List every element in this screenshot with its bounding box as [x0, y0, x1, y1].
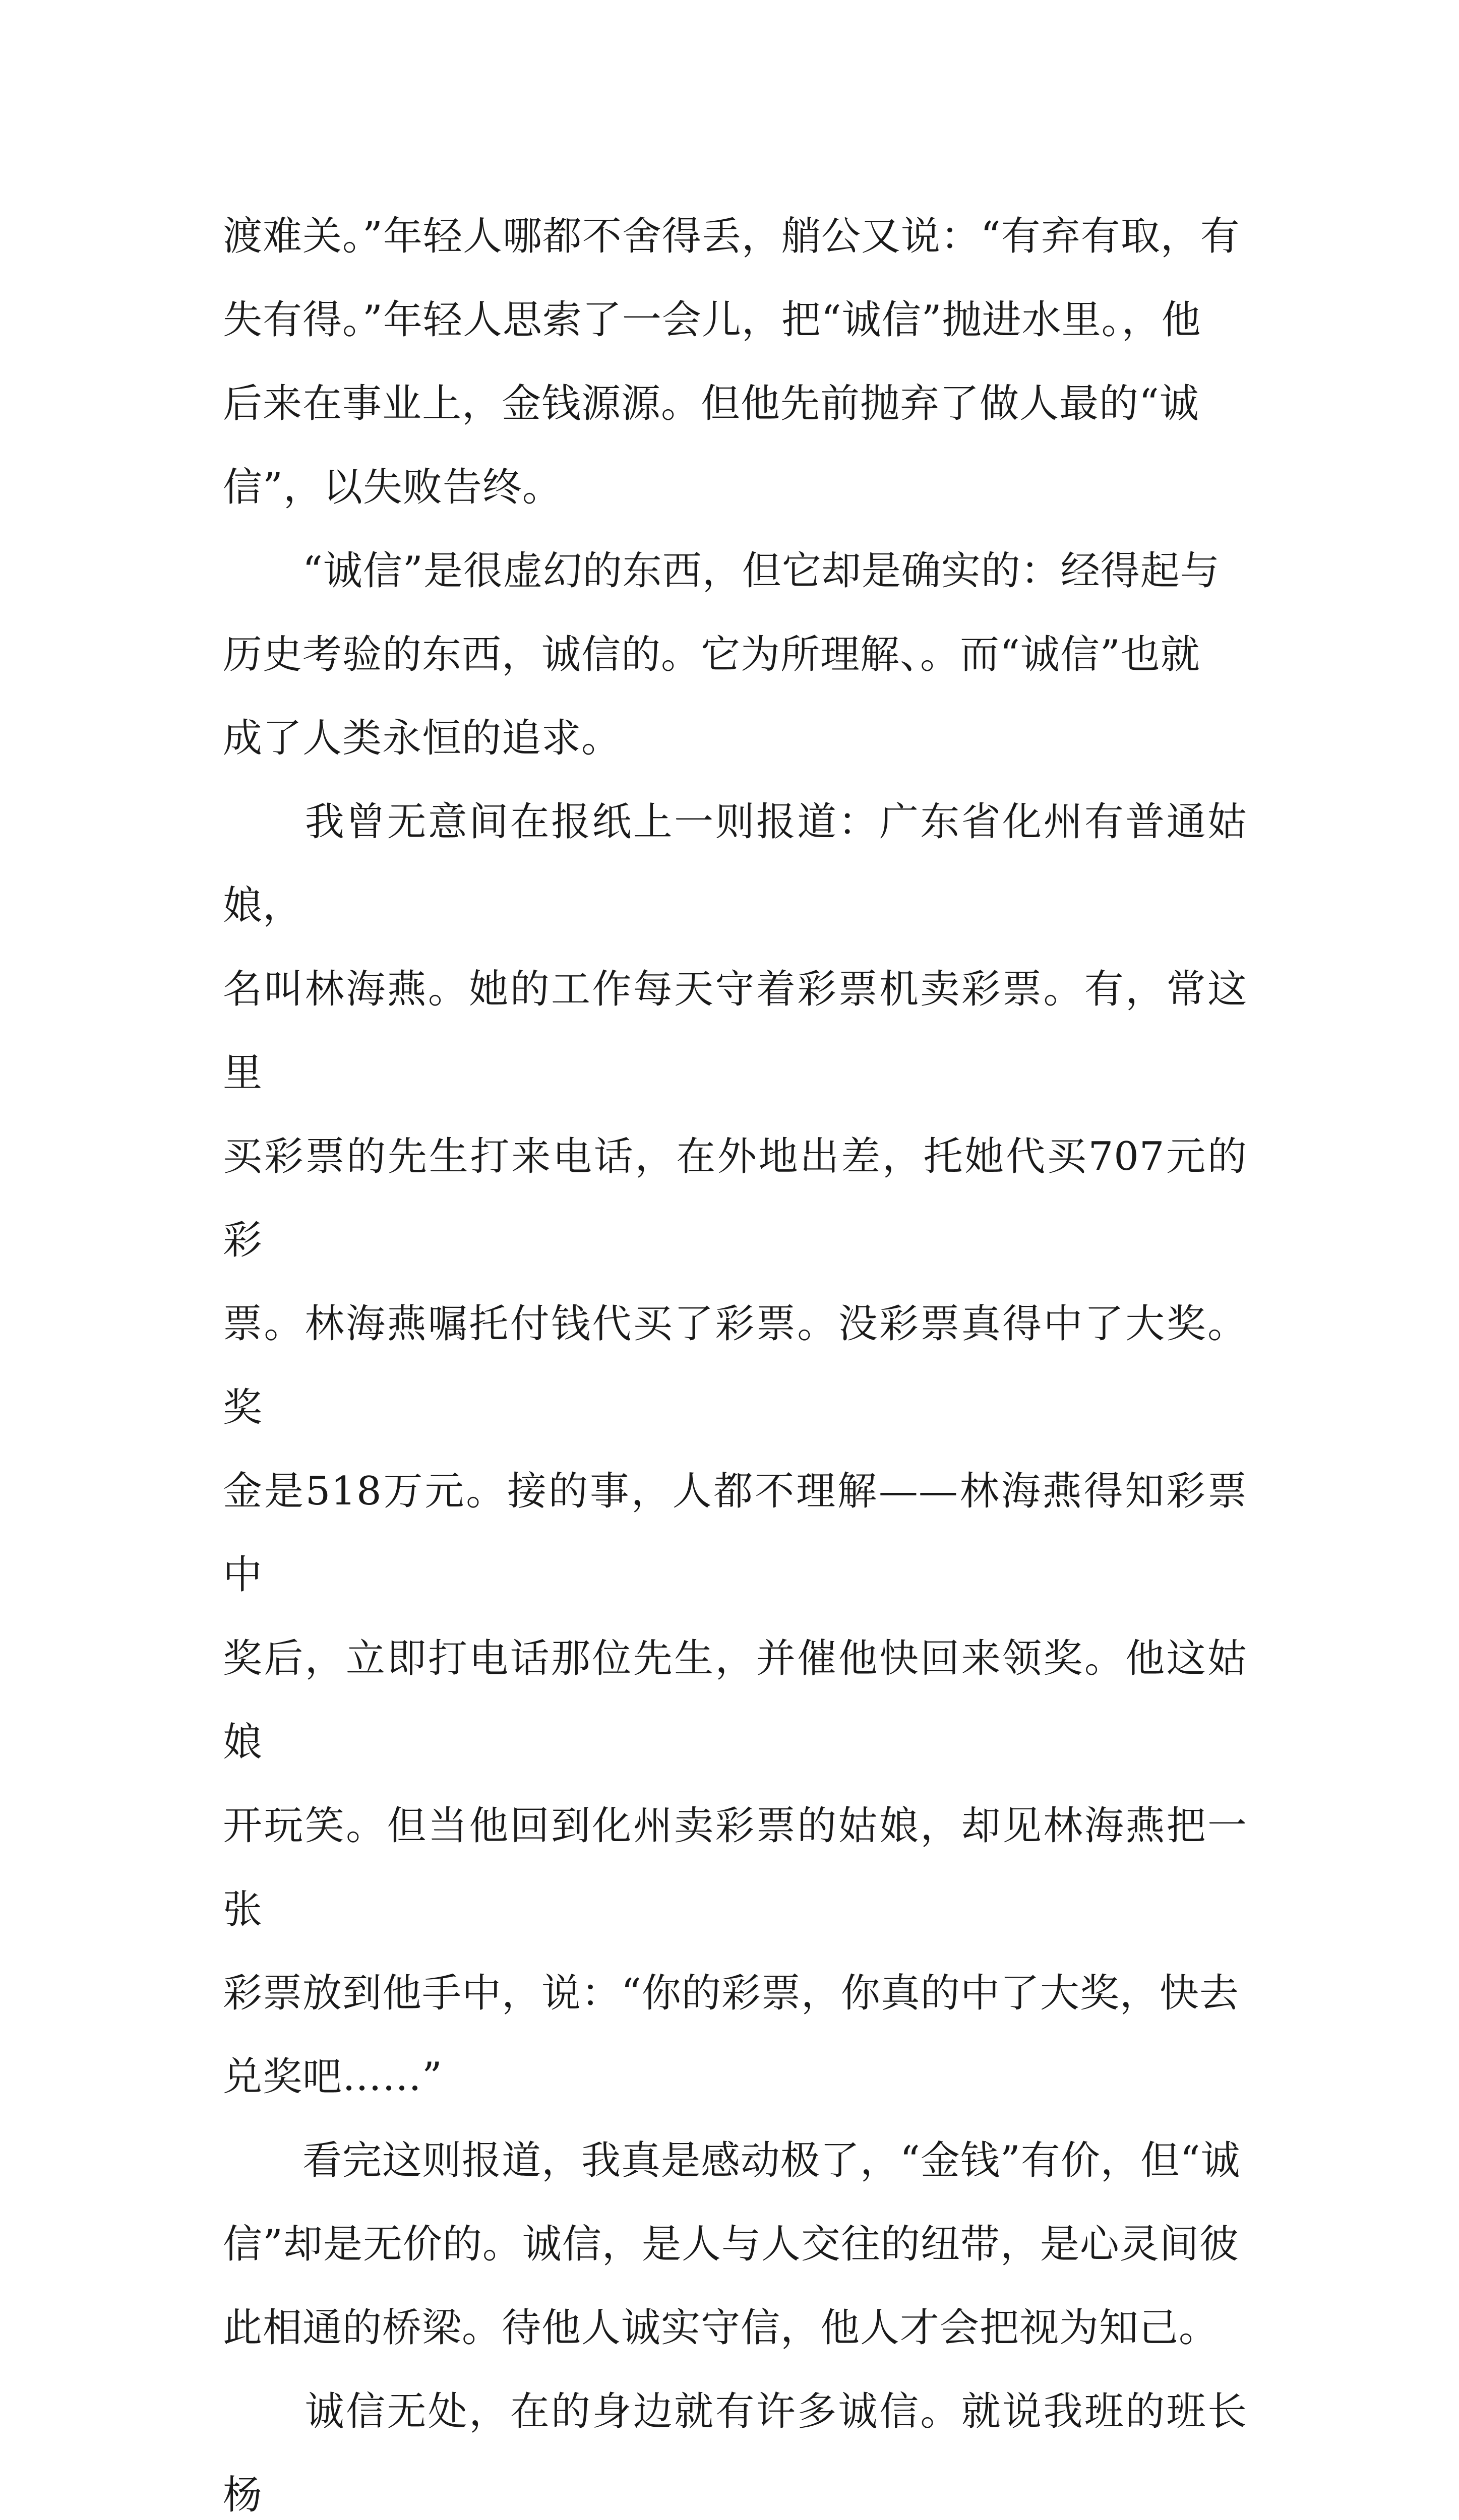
paragraph-3: 我曾无意间在报纸上一则报道：广东省化州有普通姑娘， 名叫林海燕。她的工作每天守着彩票机卖彩票。有，常这里 买彩票的先生打来电话，在外地出差，托她代买707元的彩 票。林海燕嘱托付钱代买了彩票。没彩票真得中了大奖。奖 金是518万元。接的事，人都不理解——林海燕得知彩票中 奖后，立即打电话那位先生，并催他快回来领奖。他这姑娘 开玩笑。但当他回到化州卖彩票的姑娘，却见林海燕把一张 彩票放到他手中，说：“你的彩票，你真的中了大奖，快去 兑奖吧……”	[223, 799, 1247, 2100]
document-body	[223, 195, 1247, 2520]
paragraph-1: 渡难关。”年轻人哪都不舍得丢，艄公又说：“有弃有取，有 失有得。”年轻人思索了一会儿，把“诚信”抛进水里。，他 后来在事业上，金钱源源。但他先前抛弃了做人最的“诚 信”，以失败告终。	[223, 214, 1240, 510]
paragraph-5: 诚信无处，在的身边就有许多诚信。就说我班的班长杨	[223, 2389, 1247, 2518]
paragraph-2: “诚信”是很虚幻的东西，但它却是确实的：经得起与 历史考验的东西，诚信的。它为所理解、。而“诚信”也就 成了人类永恒的追求。	[223, 548, 1220, 761]
paragraph-4: 看完这则报道，我真是感动极了，“金钱”有价，但“诚 信”却是无价的。诚信，是人与人交往的纽带，是心灵间彼 此相通的桥梁。待他人诚实守信，他人才会把视为知己。	[223, 2138, 1241, 2351]
